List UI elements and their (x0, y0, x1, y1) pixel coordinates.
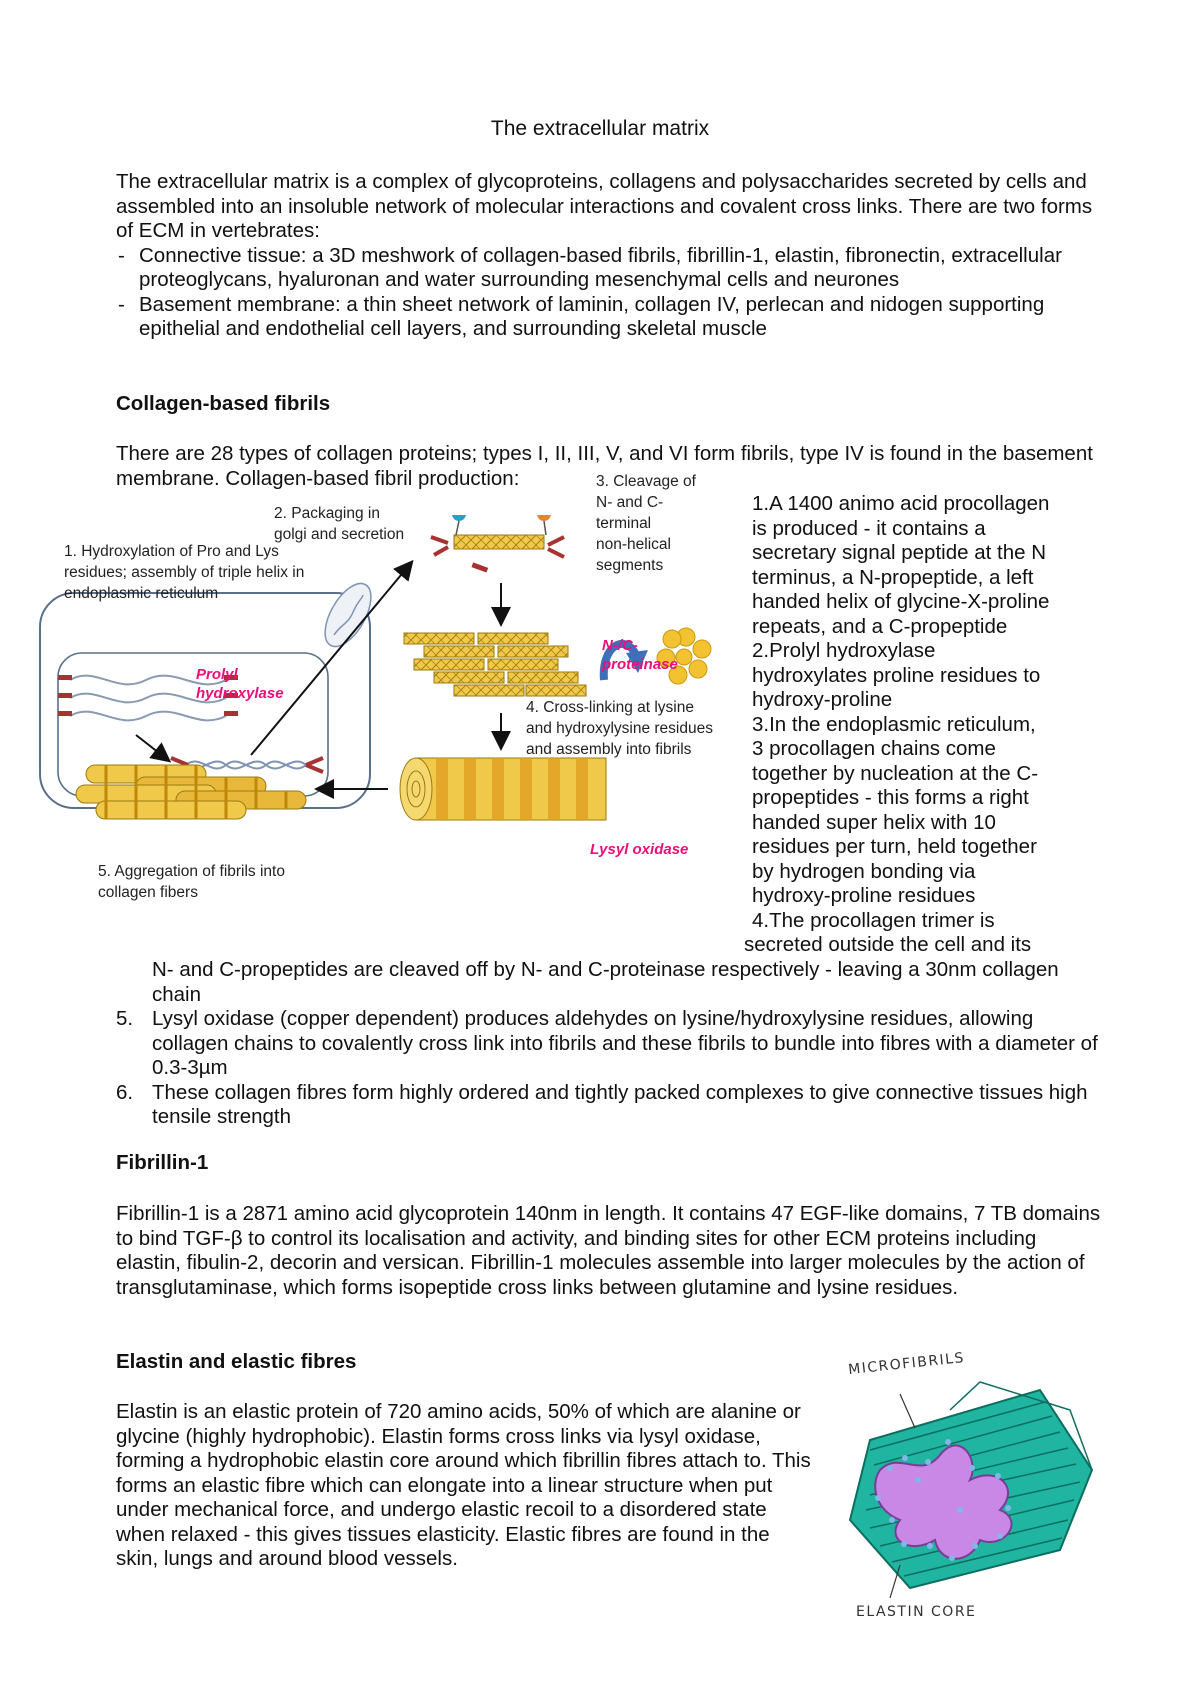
side-line: is produced - it contains a (752, 516, 986, 540)
collagen-fibers (76, 765, 306, 819)
collagen-list (116, 958, 1106, 1130)
side-line: 4.The procollagen trimer is (752, 908, 995, 932)
elastin-paragraph: Elastin is an elastic protein of 720 amino acids, 50% of which are alanine or glycine (highly hydrophobic). Elastin forms cross links via lysyl oxidase, forming a hydrophobic elastin core around which fibrillin fibres attach to. This forms an elastic fibre which can elongate into a linear structure when put under mechanical force, and undergo elastic recoil to a disordered state when relaxed - this gives tissues elasticity. Elastic fibres are found in the skin, lungs and around blood vessels. (116, 1400, 811, 1570)
staggered-fibrils (404, 633, 586, 696)
side-line: terminus, a N-propeptide, a left (752, 565, 1034, 589)
ecm-forms-list (116, 244, 1106, 342)
intro-section (116, 170, 1106, 342)
side-line: 1.A 1400 animo acid procollagen (752, 492, 1050, 515)
list-item: 6. These collagen fibres form highly ordered and tightly packed complexes to give connective tissues high tensile strength (116, 1080, 1088, 1128)
diagram-step-5-label: 5. Aggregation of fibrils into collagen fibers (98, 863, 285, 901)
step-4-continuation: N- and C-propeptides are cleaved off by N- and C-proteinase respectively - leaving a 30nm collagen chain (152, 958, 1059, 1006)
enzyme-nc-proteinase: N-/C- proteinase (602, 637, 678, 673)
side-line: together by nucleation at the C- (752, 761, 1039, 785)
section-heading-fibrillin: Fibrillin-1 (116, 1151, 209, 1174)
page-title: The extracellular matrix (490, 117, 710, 140)
diagram-step-4-label: 4. Cross-linking at lysine and hydroxylysine residues and assembly into fibrils (526, 699, 713, 758)
side-line: 2.Prolyl hydroxylase (752, 639, 936, 662)
secreted-procollagen (431, 515, 564, 573)
collagen-numbered-list (116, 1007, 1106, 1130)
side-line: by hydrogen bonding via (752, 859, 976, 883)
side-line: secretary signal peptide at the N (752, 541, 1046, 564)
collagen-fibril (400, 758, 606, 820)
side-line: propeptides - this forms a right (752, 786, 1029, 809)
enzyme-lysyl-oxidase: Lysyl oxidase (590, 841, 689, 858)
side-line: residues per turn, held together (752, 835, 1037, 858)
diagram-step-3-label: 3. Cleavage of N- and C- terminal non-helical segments (596, 473, 696, 574)
collagen-diagram (36, 473, 726, 915)
list-item: - Connective tissue: a 3D meshwork of collagen-based fibrils, fibrillin-1, elastin, fibronectin, extracellular proteoglycans, hyaluronan and water surrounding mesenchymal cells and neurones (116, 244, 1106, 293)
section-heading-collagen: Collagen-based fibrils (116, 392, 331, 415)
elastin-core-label: ELASTIN CORE (856, 1604, 977, 1620)
elastic-fibre-drawing (830, 1350, 1130, 1625)
collagen-steps-side (744, 492, 1102, 958)
side-line: 3.In the endoplasmic reticulum, (752, 712, 1036, 736)
side-line: hydroxylates proline residues to (752, 663, 1041, 687)
microfibrils-label: MICROFIBRILS (847, 1349, 966, 1379)
diagram-step-2-label: 2. Packaging in golgi and secretion (274, 505, 405, 543)
list-item: - Basement membrane: a thin sheet network of laminin, collagen IV, perlecan and nidogen supporting epithelial and endothelial cell layers, and surrounding skeletal muscle (116, 293, 1106, 342)
side-line: handed helix of glycine-X-proline (752, 590, 1050, 613)
fibrillin-paragraph: Fibrillin-1 is a 2871 amino acid glycoprotein 140nm in length. It contains 47 EGF-like domains, 7 TB domains to bind TGF-β to control its localisation and activity, and binding sites for other ECM proteins including elastin, fibulin-2, decorin and versican. Fibrillin-1 molecules assemble into larger molecules by the action of transglutaminase, which forms isopeptide cross links between glutamine and lysine residues. (116, 1202, 1101, 1299)
elastic-fibre-figure (830, 1350, 1130, 1625)
diagram-step-1-label: 1. Hydroxylation of Pro and Lys residues; assembly of triple helix in endoplasmic reticulum (64, 543, 305, 602)
side-line: handed super helix with 10 (752, 810, 996, 834)
side-line: repeats, and a C-propeptide (752, 614, 1008, 638)
collagen-paragraph: There are 28 types of collagen proteins; types I, II, III, V, and VI form fibrils, type IV is found in the basement membrane. Collagen-based fibril production: (116, 442, 1093, 490)
side-line: hydroxy-proline (752, 688, 893, 711)
section-heading-elastin: Elastin and elastic fibres (116, 1350, 357, 1373)
side-line: hydroxy-proline residues (752, 884, 976, 907)
enzyme-prolyl-hydroxylase: Prolyl hydroxylase (196, 666, 284, 702)
side-line: 3 procollagen chains come (752, 737, 996, 760)
list-item: 5. Lysyl oxidase (copper dependent) produces aldehydes on lysine/hydroxylysine residues, allowing collagen chains to covalently cross link into fibrils and these fibrils to bundle into fibres with a diameter of 0.3-3µm (116, 1007, 1098, 1079)
side-line: secreted outside the cell and its (744, 933, 1032, 956)
intro-paragraph: The extracellular matrix is a complex of glycoproteins, collagens and polysaccharides secreted by cells and assembled into an insoluble network of molecular interactions and covalent cross links. There are two forms of ECM in vertebrates: (116, 170, 1093, 242)
